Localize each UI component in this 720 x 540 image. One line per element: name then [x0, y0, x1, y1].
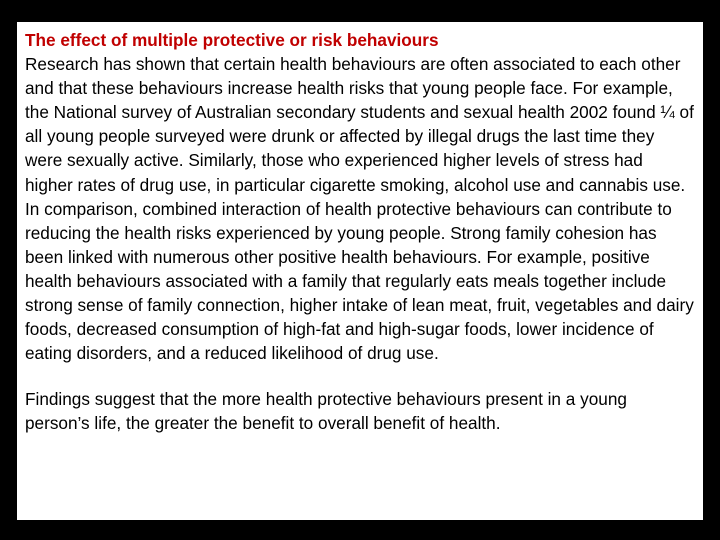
- paragraph-protective-behaviours: In comparison, combined interaction of health protective behaviours can contribute to reducing the health risks experienced by young people. Strong family cohesion has been linked with numerous other positive health behaviours. For example, positive health behaviours associated with a family that regularly eats meals together include strong sense of family connection, higher intake of lean meat, fruit, vegetables and dairy foods, decreased consumption of high-fat and high-sugar foods, lower incidence of eating disorders, and a reduced likelihood of drug use.: [25, 198, 694, 364]
- slide-title: The effect of multiple protective or risk behaviours: [25, 30, 439, 50]
- paragraph-spacer: [25, 365, 695, 387]
- paragraph-findings: Findings suggest that the more health protective behaviours present in a young person’s life, the greater the benefit to overall benefit of health.: [25, 389, 627, 434]
- paragraph-risk-behaviours: Research has shown that certain health behaviours are often associated to each other and that these behaviours increase health risks that young people face. For example, the National survey of Australian secondary students and sexual health 2002 found ¼ of all young people surveyed were drunk or affected by illegal drugs the last time they were sexually active. Similarly, those who experienced higher levels of stress had higher rates of drug use, in particular cigarette smoking, alcohol use and cannabis use.: [25, 54, 694, 195]
- slide-content: [17, 22, 703, 520]
